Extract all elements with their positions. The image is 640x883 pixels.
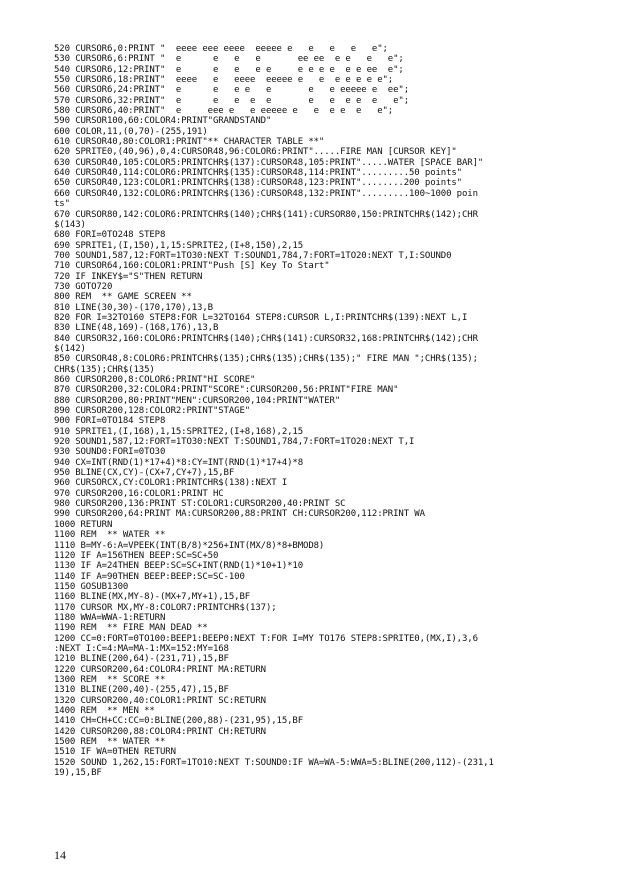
code-line: 810 LINE(30,30)-(170,170),13,B <box>54 302 213 313</box>
code-line: 980 CURSOR200,136:PRINT ST:COLOR1:CURSOR200,40:PRINT SC <box>54 499 346 510</box>
code-line: 1210 BLINE(200,64)-(231,71),15,BF <box>54 654 229 665</box>
code-line: 530 CURSOR6,6:PRINT " e e e e ee ee e e e e"; <box>54 54 404 65</box>
code-line: 1500 REM ** WATER ** <box>54 737 166 748</box>
code-line: 520 CURSOR6,0:PRINT " eeee eee eeee eeeee e e e e e"; <box>54 44 388 54</box>
code-line: 910 SPRITE1,(I,168),1,15:SPRITE2,(I+8,168),2,15 <box>54 426 304 437</box>
code-line: ts" <box>54 199 70 210</box>
code-line: 680 FORI=0TO248 STEP8 <box>54 230 166 241</box>
code-line: 1300 REM ** SCORE ** <box>54 674 166 685</box>
code-line: 720 IF INKEY$="S"THEN RETURN <box>54 271 203 282</box>
code-line: 620 SPRITE0,(40,96),0,4:CURSOR48,96:COLOR6:PRINT".....FIRE MAN [CURSOR KEY]" <box>54 147 457 158</box>
code-line: 730 GOTO720 <box>54 281 113 292</box>
code-line: 840 CURSOR32,160:COLOR6:PRINTCHR$(140);CHR$(141):CURSOR32,168:PRINTCHR$(142);CHR <box>54 333 478 344</box>
code-line: 850 CURSOR48,8:COLOR6:PRINTCHR$(135);CHR$(135);CHR$(135);" FIRE MAN ";CHR$(135); <box>54 354 478 365</box>
code-line: 1420 CURSOR200,88:COLOR4:PRINT CH:RETURN <box>54 726 266 737</box>
code-line: 860 CURSOR200,8:COLOR6:PRINT"HI SCORE" <box>54 375 256 385</box>
code-line: 930 SOUND0:FORI=0TO30 <box>54 447 166 458</box>
code-line: 1160 BLINE(MX,MY-8)-(MX+7,MY+1),15,BF <box>54 592 251 603</box>
code-line: 880 CURSOR200,80:PRINT"MEN":CURSOR200,104:PRINT"WATER" <box>54 395 341 406</box>
code-line: 1410 CH=CH+CC:CC=0:BLINE(200,88)-(231,95),15,BF <box>54 716 304 727</box>
code-line: 1000 RETURN <box>54 519 113 530</box>
code-line: 970 CURSOR200,16:COLOR1:PRINT HC <box>54 488 224 499</box>
code-line: 950 BLINE(CX,CY)-(CX+7,CY+7),15,BF <box>54 468 235 479</box>
code-line: 870 CURSOR200,32:COLOR4:PRINT"SCORE":CURSOR200,56:PRINT"FIRE MAN" <box>54 385 399 396</box>
code-line: 670 CURSOR80,142:COLOR6:PRINTCHR$(140);CHR$(141):CURSOR80,150:PRINTCHR$(142);CHR <box>54 209 478 220</box>
code-line: 690 SPRITE1,(I,150),1,15:SPRITE2,(I+8,150),2,15 <box>54 240 304 251</box>
code-line: 990 CURSOR200,64:PRINT MA:CURSOR200,88:PRINT CH:CURSOR200,112:PRINT WA <box>54 509 425 520</box>
code-line: 640 CURSOR40,114:COLOR6:PRINTCHR$(135):CURSOR48,114:PRINT".........50 points" <box>54 168 462 179</box>
code-line: CHR$(135);CHR$(135) <box>54 364 155 375</box>
code-line: 1520 SOUND 1,262,15:FORT=1TO10:NEXT T:SOUND0:IF WA=WA-5:WWA=5:BLINE(200,112)-(231,1 <box>54 757 494 768</box>
code-line: 1100 REM ** WATER ** <box>54 530 166 541</box>
code-line: 1400 REM ** MEN ** <box>54 706 155 716</box>
code-line: 590 CURSOR100,60:COLOR4:PRINT"GRANDSTAND" <box>54 116 272 127</box>
code-line: 540 CURSOR6,12:PRINT" e e e e e e e e e e e ee e"; <box>54 64 404 75</box>
code-line: 1310 BLINE(200,40)-(255,47),15,BF <box>54 685 229 696</box>
code-line: 700 SOUND1,587,12:FORT=1TO30:NEXT T:SOUND1,784,7:FORT=1TO20:NEXT T,I:SOUND0 <box>54 250 452 261</box>
code-line: 650 CURSOR40,123:COLOR1:PRINTCHR$(138):CURSOR48,123:PRINT"........200 points" <box>54 178 462 189</box>
code-line: 1180 WWA=WWA-1:RETURN <box>54 612 166 623</box>
code-line: 570 CURSOR6,32:PRINT" e e e e e e e e e e e"; <box>54 95 409 106</box>
code-line: :NEXT I:C=4:MA=MA-1:MX=152:MY=168 <box>54 643 229 654</box>
page-number: 14 <box>54 848 66 862</box>
code-line: 900 FORI=0TO184 STEP8 <box>54 416 166 427</box>
code-line: 1110 B=MY-6:A=VPEEK(INT(B/8)*256+INT(MX/8)*8+BMOD8) <box>54 540 325 551</box>
code-line: 1220 CURSOR200,64:COLOR4:PRINT MA:RETURN <box>54 664 266 675</box>
code-line: $(142) <box>54 343 86 354</box>
code-line: 1200 CC=0:FORT=0TO100:BEEP1:BEEP0:NEXT T:FOR I=MY TO176 STEP8:SPRITE0,(MX,I),3,6 <box>54 633 478 644</box>
code-line: $(143) <box>54 219 86 230</box>
code-line: 890 CURSOR200,128:COLOR2:PRINT"STAGE" <box>54 406 251 417</box>
code-line: 19),15,BF <box>54 768 102 779</box>
code-line: 630 CURSOR40,105:COLOR5:PRINTCHR$(137):CURSOR48,105:PRINT".....WATER [SPACE BAR]" <box>54 157 484 168</box>
code-line: 960 CURSORCX,CY:COLOR1:PRINTCHR$(138):NEXT I <box>54 478 288 489</box>
code-line: 660 CURSOR40,132:COLOR6:PRINTCHR$(136):CURSOR48,132:PRINT".........100~1000 poin <box>54 188 478 199</box>
code-line: 1510 IF WA=0THEN RETURN <box>54 747 176 758</box>
code-line: 800 REM ** GAME SCREEN ** <box>54 292 192 303</box>
code-line: 610 CURSOR40,80:COLOR1:PRINT"** CHARACTER TABLE **" <box>54 137 325 148</box>
code-line: 1190 REM ** FIRE MAN DEAD ** <box>54 623 208 634</box>
code-line: 1120 IF A=156THEN BEEP:SC=SC+50 <box>54 550 219 561</box>
code-line: 1320 CURSOR200,40:COLOR1:PRINT SC:RETURN <box>54 695 266 706</box>
code-line: 1170 CURSOR MX,MY-8:COLOR7:PRINTCHR$(137); <box>54 602 277 613</box>
code-line: 1130 IF A=24THEN BEEP:SC=SC+INT(RND(1)*10+1)*10 <box>54 561 304 572</box>
code-line: 820 FOR I=32TO160 STEP8:FOR L=32TO164 STEP8:CURSOR L,I:PRINTCHR$(139):NEXT L,I <box>54 312 468 323</box>
code-line: 1140 IF A=90THEN BEEP:BEEP:SC=SC-100 <box>54 571 245 582</box>
code-line: 560 CURSOR6,24:PRINT" e e e e e e e eeeee e ee"; <box>54 85 409 96</box>
code-line: 550 CURSOR6,18:PRINT" eeee e eeee eeeee e e e e e e e"; <box>54 75 394 86</box>
code-line: 710 CURSOR64,160:COLOR1:PRINT"Push [S] Key To Start" <box>54 261 330 272</box>
code-line: 1150 GOSUB1300 <box>54 581 129 592</box>
code-line: 920 SOUND1,587,12:FORT=1TO30:NEXT T:SOUND1,784,7:FORT=1TO20:NEXT T,I <box>54 437 415 448</box>
code-line: 580 CURSOR6,40:PRINT" e eee e e eeeee e e e e e e"; <box>54 106 394 117</box>
code-line: 830 LINE(48,169)-(168,176),13,B <box>54 323 219 334</box>
code-line: 600 COLOR,11,(0,70)-(255,191) <box>54 126 208 137</box>
code-listing <box>54 44 634 778</box>
code-line: 940 CX=INT(RND(1)*17+4)*8:CY=INT(RND(1)*17+4)*8 <box>54 457 304 468</box>
